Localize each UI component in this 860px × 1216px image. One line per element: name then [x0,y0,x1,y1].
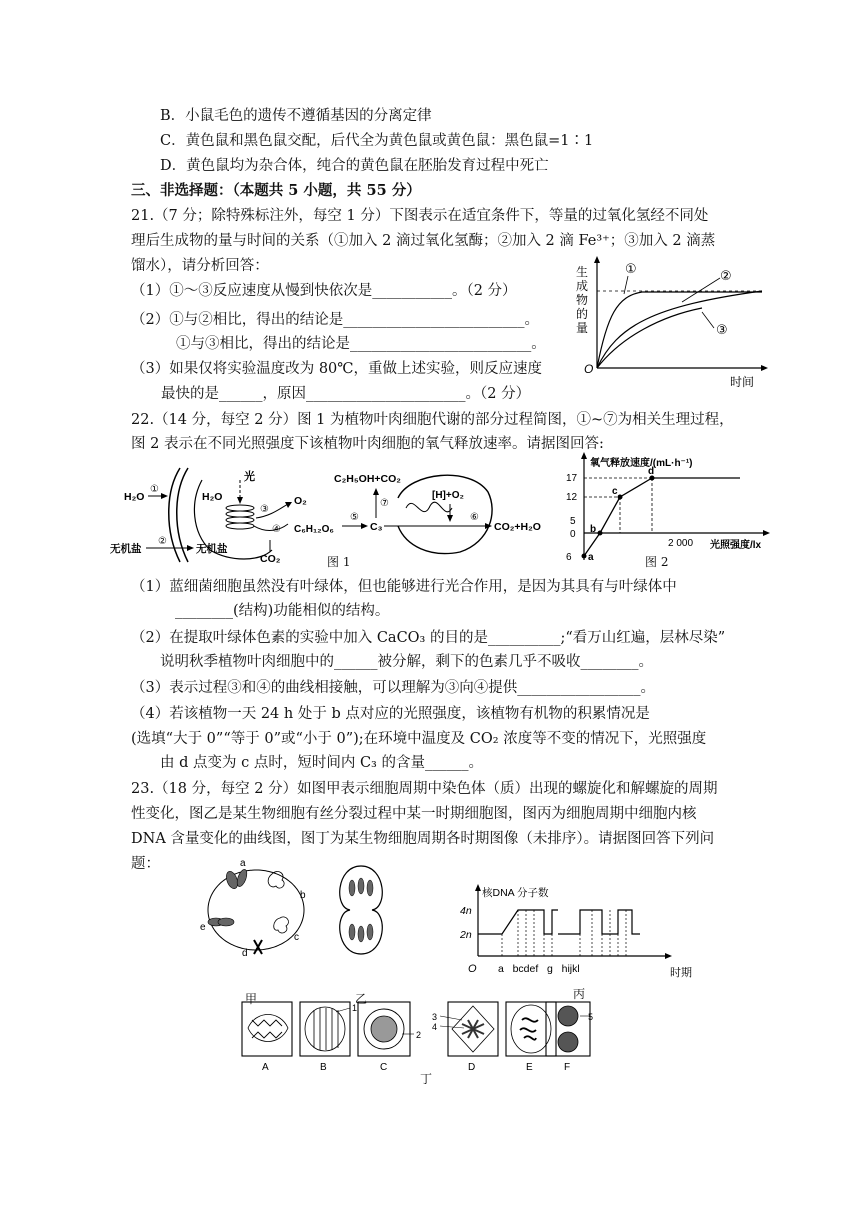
tick-neg: 6 [566,552,572,562]
option-c: C．黄色鼠和黑色鼠交配，后代全为黄色鼠或黄色鼠：黑色鼠=1∶1 [160,133,594,149]
q21-stem-1: 21.（7 分；除特殊标注外，每空 1 分）下图表示在适宜条件下，等量的过氧化氢经不同处 [131,208,709,224]
o2-label: O₂ [294,495,307,507]
pointer-1: 1 [352,1003,358,1013]
cell-label-f: F [564,1062,571,1073]
ethanol-label: C₂H₅OH+CO₂ [334,473,401,485]
q23-stem-3: DNA 含量变化的曲线图，图丁为某生物细胞周期各时期图像（未排序）。请据图回答下列问 [131,831,715,847]
q23-stem-2: 性变化，图乙是某生物细胞有丝分裂过程中某一时期细胞图，图丙为细胞周期中细胞内核 [131,806,697,822]
bing-origin: O [468,963,477,975]
h-o2-label: [H]+O₂ [432,490,464,501]
q22-part4a: （4）若该植物一天 24 h 处于 b 点对应的光照强度，该植物有机物的积累情况是 [131,706,650,722]
q23-stem-4: 题： [131,856,160,872]
h2o-inner: H₂O [202,491,223,503]
label-d: d [648,466,655,477]
jia-d: d [242,948,248,959]
final-label: CO₂+H₂O [494,521,541,533]
q22-part2a: （2）在提取叶绿体色素的实验中加入 CaCO₃ 的目的是__________;“看万山红遍，层林尽染” [131,630,726,646]
q21-part2b: ①与③相比，得出的结论是_________________________。 [176,336,546,352]
pointer-4: 4 [432,1022,438,1032]
q22-figure-2 [560,452,770,562]
point-c [618,495,623,500]
q22-stem-2: 图 2 表示在不同光照强度下该植物叶肉细胞的氧气释放速率。请据图回答: [131,436,604,452]
curve-3-label: ③ [716,322,728,337]
q21-ylabel-2: 成 [576,279,589,293]
option-d: D．黄色鼠均为杂合体，纯合的黄色鼠在胚胎发育过程中死亡 [160,158,549,174]
ding-label: 丁 [420,1072,433,1086]
yi-label: 乙 [355,992,368,1006]
c3-label: C₃ [370,521,383,533]
cell-label-d: D [468,1062,476,1073]
q21-stem-2: 理后生成物的量与时间的关系（①加入 2 滴过氧化氢酶；②加入 2 滴 Fe³⁺；③加入 2 滴蒸 [131,233,716,249]
cell-label-a: A [262,1062,269,1073]
label-c: c [612,486,618,497]
q21-ylabel-5: 量 [576,321,589,335]
q21-ylabel-1: 生 [576,265,589,279]
process-1: ① [150,484,159,495]
jia-c: c [294,932,299,943]
q21-ylabel-3: 物 [576,293,589,307]
jia-e: e [200,922,206,933]
q21-part2a: （2）①与②相比，得出的结论是_________________________。 [131,312,539,328]
cell-label-e: E [526,1062,533,1073]
point-a [582,554,587,559]
q22-part4c: 由 d 点变为 c 点时，短时间内 C₃ 的含量______。 [160,755,483,771]
pointer-5: 5 [588,1012,594,1022]
cell-label-b: B [320,1062,327,1073]
q22-part2b: 说明秋季植物叶肉细胞中的______被分解，剩下的色素几乎不吸收________。 [160,654,653,670]
q21-origin: O [584,362,594,376]
q23-figure-yi [330,862,392,958]
q21-figure [572,256,772,391]
q21-xlabel: 时间 [730,375,755,389]
light-label: 光 [244,471,255,483]
curve-2-label: ② [720,268,732,283]
salt-left: 无机盐 [110,543,142,555]
h2o-left: H₂O [124,491,145,503]
q21-stem-3: 馏水），请分析回答： [131,258,269,274]
q21-ylabel-4: 的 [576,307,589,321]
option-b: B．小鼠毛色的遗传不遵循基因的分离定律 [160,108,432,124]
chromosome-icons [208,868,262,954]
curve-1-label: ① [625,261,637,276]
point-b [598,531,603,536]
bing-4n: 4n [460,905,472,917]
q21-part1: （1）①～③反应速度从慢到快依次是___________。（2 分） [131,283,517,299]
q22-part1a: （1）蓝细菌细胞虽然没有叶绿体，但也能够进行光合作用，是因为其具有与叶绿体中 [131,579,677,595]
curve-1 [597,292,762,368]
label-a: a [588,552,594,562]
q23-figure-bing [460,884,700,984]
process-3: ③ [260,504,269,515]
q21-part3a: （3）如果仅将实验温度改为 80℃，重做上述实验，则反应速度 [131,361,543,377]
label-b: b [590,524,597,535]
tick-5: 5 [570,516,576,527]
fig1-caption: 图 1 [327,555,351,569]
tick-2000: 2 000 [668,538,694,549]
q23-figure-ding [236,998,596,1074]
section-heading: 三、非选择题：（本题共 5 小题，共 55 分） [131,182,421,199]
salt-right: 无机盐 [196,543,228,555]
fig2-xlabel: 光照强度/lx [710,540,762,551]
co2-label: CO₂ [260,553,281,565]
bing-2n: 2n [460,929,472,941]
tick-17: 17 [566,473,578,484]
jia-b: b [300,890,306,901]
process-2: ② [158,536,167,547]
pointer-2: 2 [416,1030,422,1040]
pointer-3: 3 [432,1012,438,1022]
cell-a [242,1002,292,1056]
bing-xlabel: 时期 [670,967,692,979]
fig2-caption: 图 2 [645,555,669,569]
q22-part1b: ________(结构)功能相似的结构。 [175,603,390,619]
process-6: ⑥ [470,512,479,523]
q22-stem-1: 22.（14 分，每空 2 分）图 1 为植物叶肉细胞代谢的部分过程简图，①~⑦为相关生理过程， [131,412,734,428]
fig2-ylabel: 氧气释放速度/(mL·h⁻¹) [590,458,693,469]
process-4: ④ [272,524,281,535]
q21-part3b: 最快的是______，原因______________________。（2 分） [161,386,531,402]
q23-stem-1: 23.（18 分，每空 2 分）如图甲表示细胞周期中染色体（质）出现的螺旋化和解螺旋的周期 [131,781,718,797]
cell-e [506,1002,556,1056]
tick-0: 0 [570,529,576,540]
thylakoid-icon [226,505,254,529]
tick-12: 12 [566,492,578,503]
bing-line-2 [558,910,640,934]
glucose-label: C₆H₁₂O₆ [294,524,334,535]
q22-part4b: (选填“大于 0”“等于 0”或“小于 0”);在环境中温度及 CO₂ 浓度等不变的情况下，光照强度 [131,731,707,747]
process-5: ⑤ [350,512,359,523]
q22-part3: （3）表示过程③和④的曲线相接触，可以理解为③向④提供_________________。 [131,680,655,696]
bing-ylabel: 核DNA 分子数 [482,887,549,899]
q23-figure-jia [196,856,316,964]
jia-label: 甲 [245,992,258,1006]
bing-label: 丙 [573,987,586,1001]
process-7: ⑦ [380,498,389,509]
bing-ticks: a bcdef g hijkl [498,963,580,975]
jia-a: a [240,858,246,869]
cell-label-c: C [380,1062,388,1073]
